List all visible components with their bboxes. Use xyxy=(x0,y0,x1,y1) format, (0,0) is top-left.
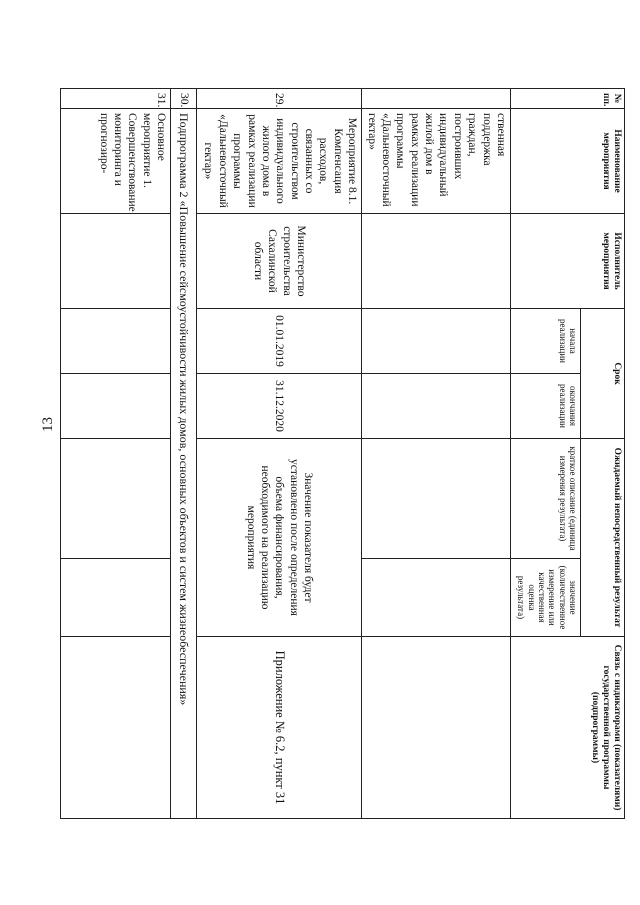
header-executor: Исполнитель мероприятия xyxy=(511,214,625,309)
header-deadline: Срок xyxy=(581,309,625,439)
cell-num: 29. xyxy=(197,89,362,109)
cell-num xyxy=(362,89,511,109)
header-end: окончания реализации xyxy=(511,374,581,439)
cell-num: 31. xyxy=(61,89,171,109)
cell-link: Приложение № 6.2, пункт 31 xyxy=(197,637,362,819)
cell-value xyxy=(362,559,511,637)
cell-link xyxy=(362,637,511,819)
header-short-desc: краткое описание (единица измерения результата) xyxy=(511,439,581,559)
header-value: значение (количественное измерение или качественная оценка результата) xyxy=(511,559,581,637)
cell-executor: Министерство строительства Сахалинской области xyxy=(197,214,362,309)
cell-executor xyxy=(362,214,511,309)
header-link: Связь с индикаторами (показателями) государственной программы (подпрограммы) xyxy=(511,637,625,819)
header-name: Наименование мероприятия xyxy=(511,109,625,214)
header-row-1 xyxy=(581,89,625,819)
cell-end: 31.12.2020 xyxy=(197,374,362,439)
cell-name: Основное мероприятие 1. Совершенствование мониторинга и прогнозиро- xyxy=(61,109,171,214)
cell-end xyxy=(61,374,171,439)
page-number: 13 xyxy=(40,417,56,432)
cell-num: 30. xyxy=(171,89,197,109)
cell-desc xyxy=(362,439,511,559)
table-row-31 xyxy=(61,89,171,819)
cell-name: Мероприятие 8.1. Компенсация расходов, связанных со строительством индивидуального жилого дома в рамках реализации программы «Дальневосточный гектар» xyxy=(197,109,362,214)
cell-executor xyxy=(61,214,171,309)
cell-desc: Значение показателя будет установлено после определения объема финансирования, необходимого на реализацию мероприятия xyxy=(197,439,362,637)
cell-subprogram: Подпрограмма 2 «Повышение сейсмоустойчивости жилых домов, основных объектов и систем жизнеобеспечения» xyxy=(171,109,197,819)
table-row-29 xyxy=(197,89,362,819)
activities-table xyxy=(60,88,625,819)
cell-name: ственная поддержка граждан, построивших индивидуальный жилой дом в рамках реализации программы «Дальневосточный гектар» xyxy=(362,109,511,214)
header-start: начала реализации xyxy=(511,309,581,374)
cell-start: 01.01.2019 xyxy=(197,309,362,374)
cell-start xyxy=(61,309,171,374)
cell-end xyxy=(362,374,511,439)
cell-start xyxy=(362,309,511,374)
header-expected: Ожидаемый непосредственный результат xyxy=(581,439,625,637)
cell-value xyxy=(61,559,171,637)
table-row-30 xyxy=(171,89,197,819)
table-row-continuation xyxy=(362,89,511,819)
rotated-table-container xyxy=(90,88,625,818)
cell-desc xyxy=(61,439,171,559)
cell-link xyxy=(61,637,171,819)
header-num: № пп. xyxy=(511,89,625,109)
